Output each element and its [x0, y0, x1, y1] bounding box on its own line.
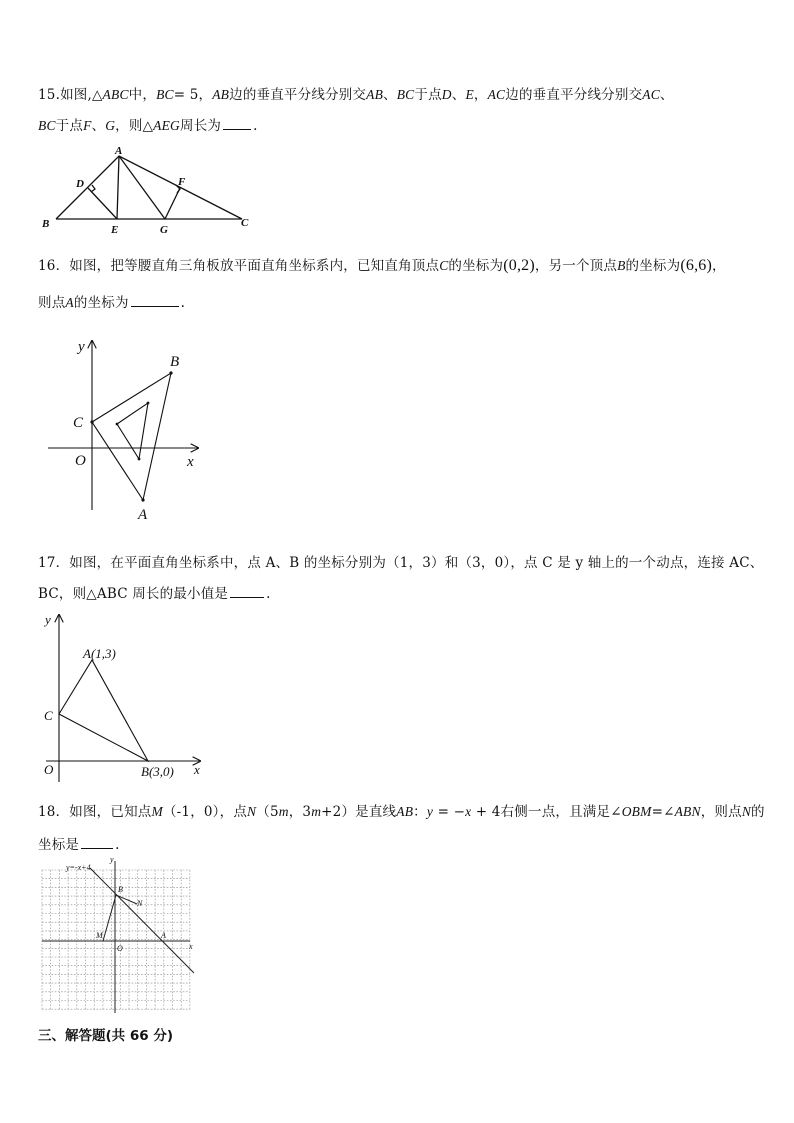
math-variable: m [278, 804, 289, 819]
q18-label-y: y [110, 858, 114, 864]
text-run: . [180, 295, 186, 311]
q18-line-1 [38, 800, 765, 820]
text-run: = − [433, 804, 466, 820]
text-run: 的坐标为 [625, 258, 681, 274]
text-run: 中， [128, 87, 157, 103]
math-variable: C [439, 258, 449, 273]
text-run: 坐标是 [38, 837, 80, 853]
q15-label-f: F [178, 176, 186, 188]
q15-label-c: C [241, 217, 249, 229]
q15-label-d: D [76, 178, 84, 190]
text-run: (0,2) [503, 257, 535, 274]
q15-label-g: G [160, 224, 168, 235]
text-run: ，3 [288, 804, 312, 820]
math-variable: BC [156, 87, 174, 102]
q16-figure [40, 335, 210, 525]
text-run: 于点 [414, 87, 442, 103]
text-run: 的 [751, 804, 765, 820]
math-variable: E [465, 87, 474, 102]
q16-label-b: B [170, 354, 180, 370]
text-run: 16．如图，把等腰直角三角板放平面直角坐标系内，已知直角顶点 [38, 258, 440, 274]
q15-figure [40, 145, 260, 235]
q17-label-o: O [44, 762, 54, 777]
q16-line-1 [38, 254, 726, 275]
q16-label-x: x [187, 454, 194, 470]
text-run: 边的垂直平分线分别交 [505, 87, 643, 103]
q15-label-a: A [115, 145, 123, 157]
text-run: 于点 [55, 118, 84, 134]
section-title: 三、解答题(共 66 分) [38, 1028, 174, 1044]
q15-line-1 [38, 83, 674, 103]
text-run: 、 [91, 118, 106, 134]
answer-blank [223, 128, 251, 130]
math-variable: M [151, 804, 163, 819]
q17-label-y: y [45, 612, 51, 627]
q18-label-line: y=-x+4 [66, 863, 91, 872]
math-variable: D [441, 87, 452, 102]
math-variable: AB [396, 804, 414, 819]
text-run: 的坐标为 [73, 295, 129, 311]
text-run: 边的垂直平分线分别交 [229, 87, 367, 103]
text-run: ： [413, 804, 427, 820]
math-variable: AC [642, 87, 660, 102]
q17-label-c: C [44, 708, 53, 723]
q18-figure [38, 858, 198, 1016]
q17-label-a: A(1,3) [83, 646, 116, 661]
math-variable: G [105, 118, 116, 133]
text-run: (6,6) [680, 257, 712, 274]
text-run: ，则△ [115, 118, 154, 134]
math-variable: BC [396, 87, 415, 102]
text-run: 17．如图，在平面直角坐标系中，点 A、B 的坐标分别为（1，3）和（3，0），点 C 是 y 轴上的一个动点，连接 AC、 [38, 555, 764, 571]
text-run: （-1，0），点 [162, 804, 248, 820]
q15-label-e: E [111, 224, 119, 235]
math-variable: AB [212, 87, 230, 102]
text-run: 右侧一点，且满足∠ [500, 804, 622, 820]
q18-label-b: B [118, 885, 123, 894]
math-variable: N [247, 804, 257, 819]
math-variable: B [617, 258, 626, 273]
text-run: ，另一个顶点 [534, 258, 618, 274]
q18-label-x: x [189, 942, 193, 951]
q16-label-c: C [73, 415, 84, 431]
math-variable: y [426, 804, 434, 819]
text-run: 的坐标为 [448, 258, 504, 274]
q16-label-a: A [138, 507, 148, 523]
text-run: +2）是直线 [321, 804, 397, 820]
text-run: 15.如图,△ [38, 87, 103, 103]
text-run: . [253, 118, 258, 134]
q16-line-2 [38, 291, 185, 311]
math-variable: ABN [674, 804, 701, 819]
text-run: =∠ [651, 804, 675, 820]
q18-label-a: A [161, 931, 166, 940]
q15-line-2 [38, 114, 258, 134]
math-variable: m [311, 804, 322, 819]
text-run: ，则点 [700, 804, 742, 820]
q17-label-b: B(3,0) [141, 764, 174, 779]
math-variable: AEG [153, 118, 180, 133]
math-variable: AC [487, 87, 506, 102]
text-run: 、 [383, 87, 397, 103]
text-run: + 4 [471, 804, 501, 820]
text-run: 18．如图，已知点 [38, 804, 152, 820]
q17-figure [40, 610, 215, 785]
math-variable: BC [38, 118, 56, 133]
q18-line-2 [38, 833, 120, 853]
text-run: 则点 [38, 295, 66, 311]
text-run: . [266, 586, 271, 602]
q17-label-x: x [194, 762, 200, 777]
q18-label-m: M [96, 931, 103, 940]
answer-blank [131, 305, 179, 307]
math-variable: OBM [621, 804, 652, 819]
math-variable: N [741, 804, 752, 819]
q17-line-2 [38, 582, 271, 602]
q15-label-b: B [42, 218, 50, 230]
q16-label-y: y [78, 339, 85, 355]
math-variable: A [65, 295, 74, 310]
text-run: = 5， [173, 87, 213, 103]
text-run: 周长为 [180, 118, 222, 134]
answer-blank [230, 596, 264, 598]
text-run: 、 [451, 87, 466, 103]
text-run: （5 [256, 804, 279, 820]
q18-label-o: O [117, 944, 123, 953]
math-variable: ABC [102, 87, 129, 102]
math-variable: x [465, 804, 472, 819]
text-run: ， [473, 87, 488, 103]
text-run: 、 [659, 87, 674, 103]
q18-grid [42, 870, 190, 1009]
text-run: . [115, 837, 120, 853]
answer-blank [81, 847, 113, 849]
q17-line-1 [38, 551, 763, 571]
text-run: BC，则△ABC 周长的最小值是 [38, 586, 229, 602]
q18-label-n: N [137, 899, 143, 908]
math-variable: F [83, 118, 92, 133]
math-variable: AB [366, 87, 384, 102]
q16-label-o: O [75, 453, 86, 469]
text-run: ， [712, 258, 726, 274]
